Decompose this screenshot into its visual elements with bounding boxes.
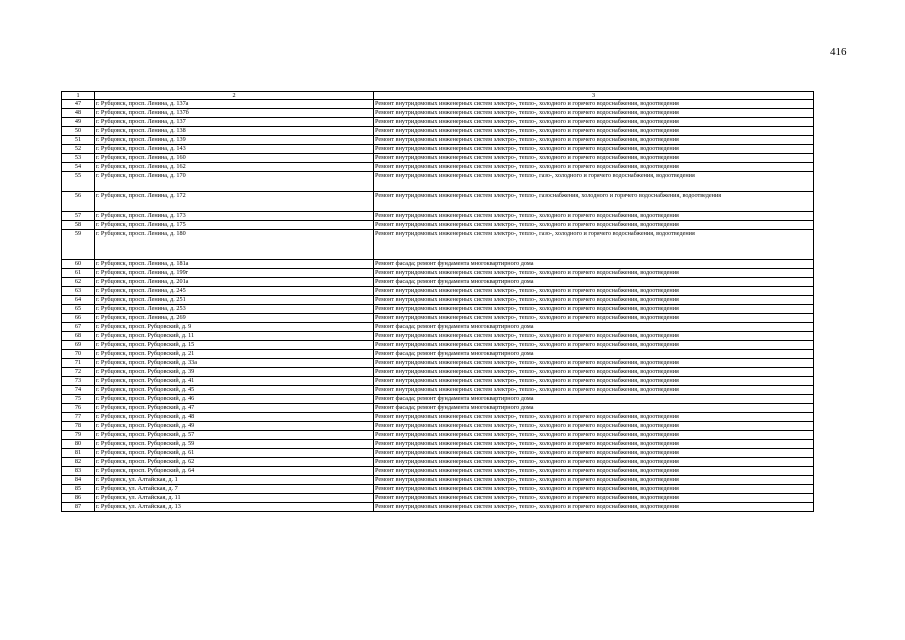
row-work-type: Ремонт внутридомовых инженерных систем электро-, тепло-, холодного и горячего водоснабжения, водоотведения [374, 422, 814, 431]
table-row [62, 323, 814, 332]
row-work-type: Ремонт внутридомовых инженерных систем электро-, тепло-, холодного и горячего водоснабжения, водоотведения [374, 100, 814, 109]
row-work-type: Ремонт внутридомовых инженерных систем электро-, тепло-, холодного и горячего водоснабжения, водоотведения [374, 212, 814, 221]
table-row [62, 314, 814, 323]
row-number: 84 [62, 476, 95, 485]
row-number: 68 [62, 332, 95, 341]
table-row [62, 163, 814, 172]
row-number: 57 [62, 212, 95, 221]
table-row [62, 230, 814, 260]
row-work-type: Ремонт внутридомовых инженерных систем электро-, тепло-, холодного и горячего водоснабжения, водоотведения [374, 269, 814, 278]
row-work-type: Ремонт фасада; ремонт фундамента многоквартирного дома [374, 278, 814, 287]
row-number: 70 [62, 350, 95, 359]
row-address: г. Рубцовск, ул. Алтайская, д. 1 [95, 476, 374, 485]
table-row [62, 332, 814, 341]
row-address: г. Рубцовск, просп. Рубцовский, д. 45 [95, 386, 374, 395]
row-work-type: Ремонт внутридомовых инженерных систем электро-, тепло-, газо-, холодного и горячего водоснабжения, водоотведения [374, 172, 814, 192]
table-row [62, 100, 814, 109]
row-address: г. Рубцовск, просп. Ленина, д. 180 [95, 230, 374, 260]
row-address: г. Рубцовск, просп. Ленина, д. 160 [95, 154, 374, 163]
row-address: г. Рубцовск, просп. Ленина, д. 175 [95, 221, 374, 230]
row-address: г. Рубцовск, просп. Ленина, д. 251 [95, 296, 374, 305]
row-number: 76 [62, 404, 95, 413]
row-work-type: Ремонт внутридомовых инженерных систем электро-, тепло-, газоснабжения, холодного и горячего водоснабжения, водоотведения [374, 192, 814, 212]
table-row [62, 386, 814, 395]
row-address: г. Рубцовск, просп. Рубцовский, д. 9 [95, 323, 374, 332]
row-address: г. Рубцовск, просп. Рубцовский, д. 64 [95, 467, 374, 476]
table-row [62, 449, 814, 458]
table-row [62, 118, 814, 127]
row-work-type: Ремонт внутридомовых инженерных систем электро-, тепло-, холодного и горячего водоснабжения, водоотведения [374, 154, 814, 163]
row-number: 64 [62, 296, 95, 305]
column-number-3: 3 [374, 92, 814, 100]
row-number: 63 [62, 287, 95, 296]
row-number: 66 [62, 314, 95, 323]
row-address: г. Рубцовск, ул. Алтайская, д. 7 [95, 485, 374, 494]
row-work-type: Ремонт фасада; ремонт фундамента многоквартирного дома [374, 404, 814, 413]
table-row [62, 440, 814, 449]
row-work-type: Ремонт внутридомовых инженерных систем электро-, тепло-, холодного и горячего водоснабжения, водоотведения [374, 377, 814, 386]
row-number: 72 [62, 368, 95, 377]
row-work-type: Ремонт фасада; ремонт фундамента многоквартирного дома [374, 350, 814, 359]
table-row [62, 221, 814, 230]
row-address: г. Рубцовск, просп. Рубцовский, д. 39 [95, 368, 374, 377]
row-address: г. Рубцовск, просп. Рубцовский, д. 59 [95, 440, 374, 449]
row-address: г. Рубцовск, просп. Рубцовский, д. 21 [95, 350, 374, 359]
row-number: 77 [62, 413, 95, 422]
row-number: 49 [62, 118, 95, 127]
row-number: 80 [62, 440, 95, 449]
row-work-type: Ремонт внутридомовых инженерных систем электро-, тепло-, холодного и горячего водоснабжения, водоотведения [374, 467, 814, 476]
row-address: г. Рубцовск, просп. Ленина, д. 170 [95, 172, 374, 192]
row-address: г. Рубцовск, просп. Рубцовский, д. 15 [95, 341, 374, 350]
row-number: 56 [62, 192, 95, 212]
table-row [62, 305, 814, 314]
row-work-type: Ремонт внутридомовых инженерных систем электро-, тепло-, холодного и горячего водоснабжения, водоотведения [374, 503, 814, 512]
row-work-type: Ремонт внутридомовых инженерных систем электро-, тепло-, холодного и горячего водоснабжения, водоотведения [374, 305, 814, 314]
table-row [62, 422, 814, 431]
row-address: г. Рубцовск, просп. Ленина, д. 137а [95, 100, 374, 109]
table-header-row [62, 92, 814, 100]
row-work-type: Ремонт внутридомовых инженерных систем электро-, тепло-, холодного и горячего водоснабжения, водоотведения [374, 136, 814, 145]
table-row [62, 172, 814, 192]
row-address: г. Рубцовск, просп. Ленина, д. 173 [95, 212, 374, 221]
row-work-type: Ремонт внутридомовых инженерных систем электро-, тепло-, холодного и горячего водоснабжения, водоотведения [374, 109, 814, 118]
row-address: г. Рубцовск, просп. Ленина, д. 172 [95, 192, 374, 212]
row-work-type: Ремонт внутридомовых инженерных систем электро-, тепло-, холодного и горячего водоснабжения, водоотведения [374, 476, 814, 485]
row-work-type: Ремонт внутридомовых инженерных систем электро-, тепло-, холодного и горячего водоснабжения, водоотведения [374, 127, 814, 136]
row-number: 82 [62, 458, 95, 467]
row-number: 81 [62, 449, 95, 458]
row-work-type: Ремонт внутридомовых инженерных систем электро-, тепло-, холодного и горячего водоснабжения, водоотведения [374, 359, 814, 368]
table-row [62, 109, 814, 118]
table-row [62, 136, 814, 145]
row-work-type: Ремонт внутридомовых инженерных систем электро-, тепло-, холодного и горячего водоснабжения, водоотведения [374, 413, 814, 422]
row-number: 79 [62, 431, 95, 440]
row-work-type: Ремонт внутридомовых инженерных систем электро-, тепло-, холодного и горячего водоснабжения, водоотведения [374, 458, 814, 467]
row-work-type: Ремонт внутридомовых инженерных систем электро-, тепло-, холодного и горячего водоснабжения, водоотведения [374, 341, 814, 350]
table-row [62, 127, 814, 136]
row-work-type: Ремонт внутридомовых инженерных систем электро-, тепло-, холодного и горячего водоснабжения, водоотведения [374, 440, 814, 449]
table-row [62, 476, 814, 485]
row-address: г. Рубцовск, просп. Ленина, д. 139 [95, 136, 374, 145]
row-address: г. Рубцовск, просп. Ленина, д. 253 [95, 305, 374, 314]
row-number: 65 [62, 305, 95, 314]
row-work-type: Ремонт внутридомовых инженерных систем электро-, тепло-, холодного и горячего водоснабжения, водоотведения [374, 494, 814, 503]
table-row [62, 458, 814, 467]
column-number-1: 1 [62, 92, 95, 100]
row-address: г. Рубцовск, просп. Ленина, д. 137 [95, 118, 374, 127]
row-work-type: Ремонт внутридомовых инженерных систем электро-, тепло-, холодного и горячего водоснабжения, водоотведения [374, 332, 814, 341]
row-address: г. Рубцовск, просп. Рубцовский, д. 11 [95, 332, 374, 341]
row-number: 55 [62, 172, 95, 192]
table-row [62, 503, 814, 512]
row-number: 53 [62, 154, 95, 163]
table-row [62, 413, 814, 422]
row-number: 85 [62, 485, 95, 494]
table-row [62, 467, 814, 476]
row-number: 59 [62, 230, 95, 260]
row-number: 74 [62, 386, 95, 395]
row-work-type: Ремонт внутридомовых инженерных систем электро-, тепло-, холодного и горячего водоснабжения, водоотведения [374, 221, 814, 230]
table-row [62, 431, 814, 440]
row-address: г. Рубцовск, просп. Рубцовский, д. 33а [95, 359, 374, 368]
table-row [62, 404, 814, 413]
table-row [62, 269, 814, 278]
table-row [62, 287, 814, 296]
row-number: 60 [62, 260, 95, 269]
row-work-type: Ремонт фасада; ремонт фундамента многоквартирного дома [374, 323, 814, 332]
row-address: г. Рубцовск, просп. Ленина, д. 199г [95, 269, 374, 278]
row-address: г. Рубцовск, просп. Ленина, д. 162 [95, 163, 374, 172]
table-row [62, 154, 814, 163]
row-number: 83 [62, 467, 95, 476]
row-number: 67 [62, 323, 95, 332]
row-number: 69 [62, 341, 95, 350]
table-row [62, 377, 814, 386]
table-row [62, 192, 814, 212]
row-number: 75 [62, 395, 95, 404]
works-table [61, 91, 814, 512]
table-row [62, 494, 814, 503]
row-number: 86 [62, 494, 95, 503]
table-row [62, 359, 814, 368]
table-row [62, 485, 814, 494]
row-work-type: Ремонт внутридомовых инженерных систем электро-, тепло-, холодного и горячего водоснабжения, водоотведения [374, 145, 814, 154]
row-number: 71 [62, 359, 95, 368]
row-address: г. Рубцовск, просп. Ленина, д. 137б [95, 109, 374, 118]
row-address: г. Рубцовск, просп. Рубцовский, д. 47 [95, 404, 374, 413]
row-number: 62 [62, 278, 95, 287]
row-number: 87 [62, 503, 95, 512]
row-address: г. Рубцовск, просп. Рубцовский, д. 48 [95, 413, 374, 422]
row-address: г. Рубцовск, просп. Ленина, д. 245 [95, 287, 374, 296]
table-row [62, 296, 814, 305]
row-address: г. Рубцовск, просп. Ленина, д. 143 [95, 145, 374, 154]
row-work-type: Ремонт внутридомовых инженерных систем электро-, тепло-, холодного и горячего водоснабжения, водоотведения [374, 386, 814, 395]
column-number-2: 2 [95, 92, 374, 100]
row-number: 54 [62, 163, 95, 172]
table-row [62, 368, 814, 377]
table-row [62, 278, 814, 287]
row-work-type: Ремонт внутридомовых инженерных систем электро-, тепло-, холодного и горячего водоснабжения, водоотведения [374, 163, 814, 172]
row-address: г. Рубцовск, ул. Алтайская, д. 13 [95, 503, 374, 512]
table-row [62, 341, 814, 350]
row-number: 48 [62, 109, 95, 118]
row-work-type: Ремонт внутридомовых инженерных систем электро-, тепло-, холодного и горячего водоснабжения, водоотведения [374, 485, 814, 494]
row-number: 47 [62, 100, 95, 109]
table-row [62, 212, 814, 221]
table-row [62, 260, 814, 269]
row-work-type: Ремонт внутридомовых инженерных систем электро-, тепло-, холодного и горячего водоснабжения, водоотведения [374, 431, 814, 440]
row-address: г. Рубцовск, просп. Рубцовский, д. 61 [95, 449, 374, 458]
row-number: 52 [62, 145, 95, 154]
row-address: г. Рубцовск, просп. Рубцовский, д. 57 [95, 431, 374, 440]
row-work-type: Ремонт внутридомовых инженерных систем электро-, тепло-, холодного и горячего водоснабжения, водоотведения [374, 287, 814, 296]
row-work-type: Ремонт фасада; ремонт фундамента многоквартирного дома [374, 395, 814, 404]
row-work-type: Ремонт внутридомовых инженерных систем электро-, тепло-, холодного и горячего водоснабжения, водоотведения [374, 368, 814, 377]
row-number: 61 [62, 269, 95, 278]
row-number: 78 [62, 422, 95, 431]
row-address: г. Рубцовск, ул. Алтайская, д. 11 [95, 494, 374, 503]
row-address: г. Рубцовск, просп. Ленина, д. 201а [95, 278, 374, 287]
row-address: г. Рубцовск, просп. Ленина, д. 181а [95, 260, 374, 269]
row-work-type: Ремонт фасада; ремонт фундамента многоквартирного дома [374, 260, 814, 269]
row-work-type: Ремонт внутридомовых инженерных систем электро-, тепло-, газо-, холодного и горячего водоснабжения, водоотведения [374, 230, 814, 260]
row-work-type: Ремонт внутридомовых инженерных систем электро-, тепло-, холодного и горячего водоснабжения, водоотведения [374, 449, 814, 458]
row-number: 58 [62, 221, 95, 230]
row-address: г. Рубцовск, просп. Рубцовский, д. 49 [95, 422, 374, 431]
row-address: г. Рубцовск, просп. Рубцовский, д. 46 [95, 395, 374, 404]
row-number: 50 [62, 127, 95, 136]
row-address: г. Рубцовск, просп. Рубцовский, д. 41 [95, 377, 374, 386]
table-row [62, 350, 814, 359]
row-address: г. Рубцовск, просп. Ленина, д. 269 [95, 314, 374, 323]
table-body [62, 92, 814, 512]
table-row [62, 395, 814, 404]
page-number: 416 [830, 46, 847, 58]
row-number: 73 [62, 377, 95, 386]
row-address: г. Рубцовск, просп. Ленина, д. 138 [95, 127, 374, 136]
row-number: 51 [62, 136, 95, 145]
row-address: г. Рубцовск, просп. Рубцовский, д. 62 [95, 458, 374, 467]
row-work-type: Ремонт внутридомовых инженерных систем электро-, тепло-, холодного и горячего водоснабжения, водоотведения [374, 296, 814, 305]
row-work-type: Ремонт внутридомовых инженерных систем электро-, тепло-, холодного и горячего водоснабжения, водоотведения [374, 314, 814, 323]
row-work-type: Ремонт внутридомовых инженерных систем электро-, тепло-, холодного и горячего водоснабжения, водоотведения [374, 118, 814, 127]
table-row [62, 145, 814, 154]
